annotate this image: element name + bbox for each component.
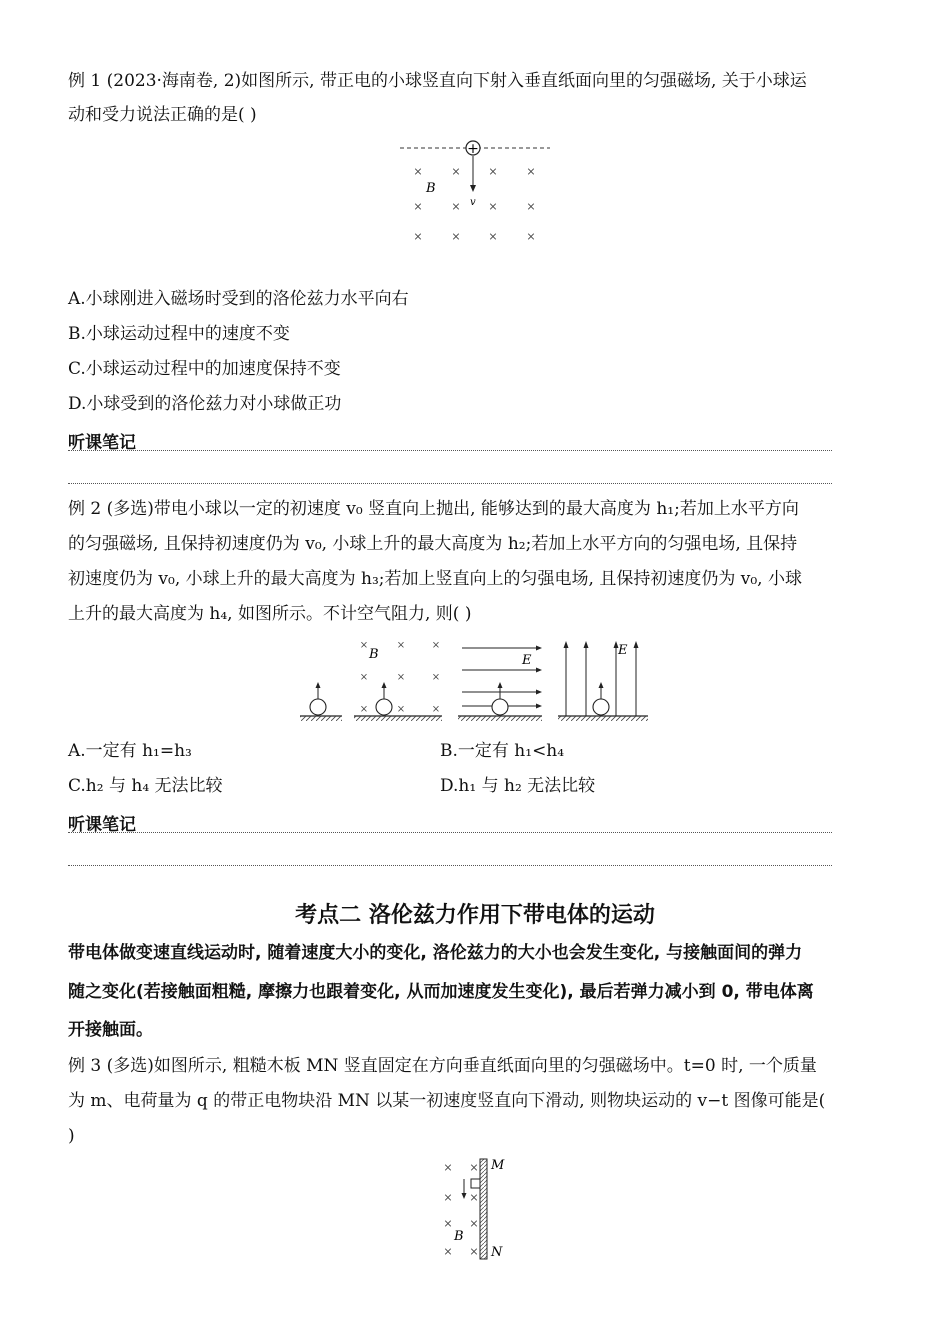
ex2-option-d: D.h₁ 与 h₂ 无法比较 xyxy=(440,776,596,796)
svg-text:×: × xyxy=(488,200,498,213)
svg-text:×: × xyxy=(469,1191,479,1204)
svg-text:×: × xyxy=(451,230,461,243)
ex1-option-d: D.小球受到的洛伦兹力对小球做正功 xyxy=(68,394,342,414)
svg-text:×: × xyxy=(359,640,369,651)
ex2-panel-horizontal-e xyxy=(458,646,542,722)
ex2-panel-vertical-e xyxy=(558,641,648,721)
svg-text:×: × xyxy=(469,1245,479,1258)
svg-text:×: × xyxy=(443,1161,453,1174)
ex3-stem-line3: ) xyxy=(68,1126,75,1146)
ex2-notes-label: 听课笔记 xyxy=(68,815,136,835)
svg-text:×: × xyxy=(469,1217,479,1230)
svg-text:×: × xyxy=(396,640,406,651)
ex2-stem-line4: 上升的最大高度为 h₄, 如图所示。不计空气阻力, 则( ) xyxy=(68,604,472,624)
ex2-option-a: A.一定有 h₁=h₃ xyxy=(68,741,192,761)
svg-text:×: × xyxy=(431,704,441,715)
ex2-stem-line1: 例 2 (多选)带电小球以一定的初速度 v₀ 竖直向上抛出, 能够达到的最大高度为 h₁;若加上水平方向 xyxy=(68,499,799,519)
ex2-stem-line2: 的匀强磁场, 且保持初速度仍为 v₀, 小球上升的最大高度为 h₂;若加上水平方向的匀强电场, 且保持 xyxy=(68,534,798,554)
ex2-panel-magnetic xyxy=(354,640,442,721)
svg-text:×: × xyxy=(443,1245,453,1258)
ex2-option-b: B.一定有 h₁<h₄ xyxy=(440,741,565,761)
ex2-stem-line3: 初速度仍为 v₀, 小球上升的最大高度为 h₃;若加上竖直向上的匀强电场, 且保持初速度仍为 v₀, 小球 xyxy=(68,569,802,589)
svg-text:×: × xyxy=(526,200,536,213)
svg-text:×: × xyxy=(396,672,406,683)
ex1-figure xyxy=(396,135,556,250)
ex2-notes-rule-2 xyxy=(68,865,832,866)
ex3-figure xyxy=(440,1155,520,1263)
svg-text:×: × xyxy=(396,704,406,715)
ex3-board xyxy=(480,1159,487,1259)
svg-text:×: × xyxy=(413,230,423,243)
ex1-notes-rule-1 xyxy=(68,450,832,451)
ex1-option-a: A.小球刚进入磁场时受到的洛伦兹力水平向右 xyxy=(68,289,409,309)
ex3-field-label: B xyxy=(454,1229,464,1244)
svg-text:×: × xyxy=(359,672,369,683)
svg-text:×: × xyxy=(443,1217,453,1230)
svg-text:×: × xyxy=(469,1161,479,1174)
ex3-block xyxy=(471,1179,480,1188)
svg-text:×: × xyxy=(526,165,536,178)
ex2-figure xyxy=(296,636,662,728)
section-body-line2: 随之变化(若接触面粗糙, 摩擦力也跟着变化, 从而加速度发生变化), 最后若弹力减小到 0, 带电体离 xyxy=(68,982,814,1002)
ex3-bottom-label: N xyxy=(491,1245,503,1260)
ex2-notes-rule-1 xyxy=(68,832,832,833)
svg-text:×: × xyxy=(488,230,498,243)
section-title: 考点二 洛伦兹力作用下带电体的运动 xyxy=(295,903,655,928)
section-body-line3: 开接触面。 xyxy=(68,1020,153,1040)
ex3-top-label: M xyxy=(491,1158,505,1173)
svg-text:×: × xyxy=(431,640,441,651)
svg-text:×: × xyxy=(431,672,441,683)
ex1-charge-symbol: + xyxy=(467,141,479,157)
ex2-panel-free xyxy=(300,682,342,721)
svg-text:×: × xyxy=(488,165,498,178)
ex1-notes-rule-2 xyxy=(68,483,832,484)
ex1-velocity-label: v xyxy=(470,197,476,208)
svg-text:×: × xyxy=(443,1191,453,1204)
svg-text:×: × xyxy=(413,165,423,178)
ex2-e-label-horizontal: E xyxy=(522,653,532,668)
ex1-option-c: C.小球运动过程中的加速度保持不变 xyxy=(68,359,341,379)
ex1-notes-label: 听课笔记 xyxy=(68,433,136,453)
ex1-option-b: B.小球运动过程中的速度不变 xyxy=(68,324,290,344)
svg-text:×: × xyxy=(451,200,461,213)
svg-text:×: × xyxy=(526,230,536,243)
section-body-line1: 带电体做变速直线运动时, 随着速度大小的变化, 洛伦兹力的大小也会发生变化, 与接触面间的弹力 xyxy=(68,943,803,963)
ex3-stem-line2: 为 m、电荷量为 q 的带正电物块沿 MN 以某一初速度竖直向下滑动, 则物块运动的 v−t 图像可能是( xyxy=(68,1091,826,1111)
svg-text:×: × xyxy=(359,704,369,715)
ex2-option-c: C.h₂ 与 h₄ 无法比较 xyxy=(68,776,223,796)
ex1-stem-line1: 例 1 (2023·海南卷, 2)如图所示, 带正电的小球竖直向下射入垂直纸面向里的匀强磁场, 关于小球运 xyxy=(68,71,807,91)
svg-text:×: × xyxy=(413,200,423,213)
ex3-stem-line1: 例 3 (多选)如图所示, 粗糙木板 MN 竖直固定在方向垂直纸面向里的匀强磁场中。t=0 时, 一个质量 xyxy=(68,1056,817,1076)
ex2-e-label-vertical: E xyxy=(618,643,628,658)
svg-text:×: × xyxy=(451,165,461,178)
ex1-field-label: B xyxy=(426,181,436,196)
ex1-stem-line2: 动和受力说法正确的是( ) xyxy=(68,105,257,125)
ex2-b-label: B xyxy=(369,647,379,662)
